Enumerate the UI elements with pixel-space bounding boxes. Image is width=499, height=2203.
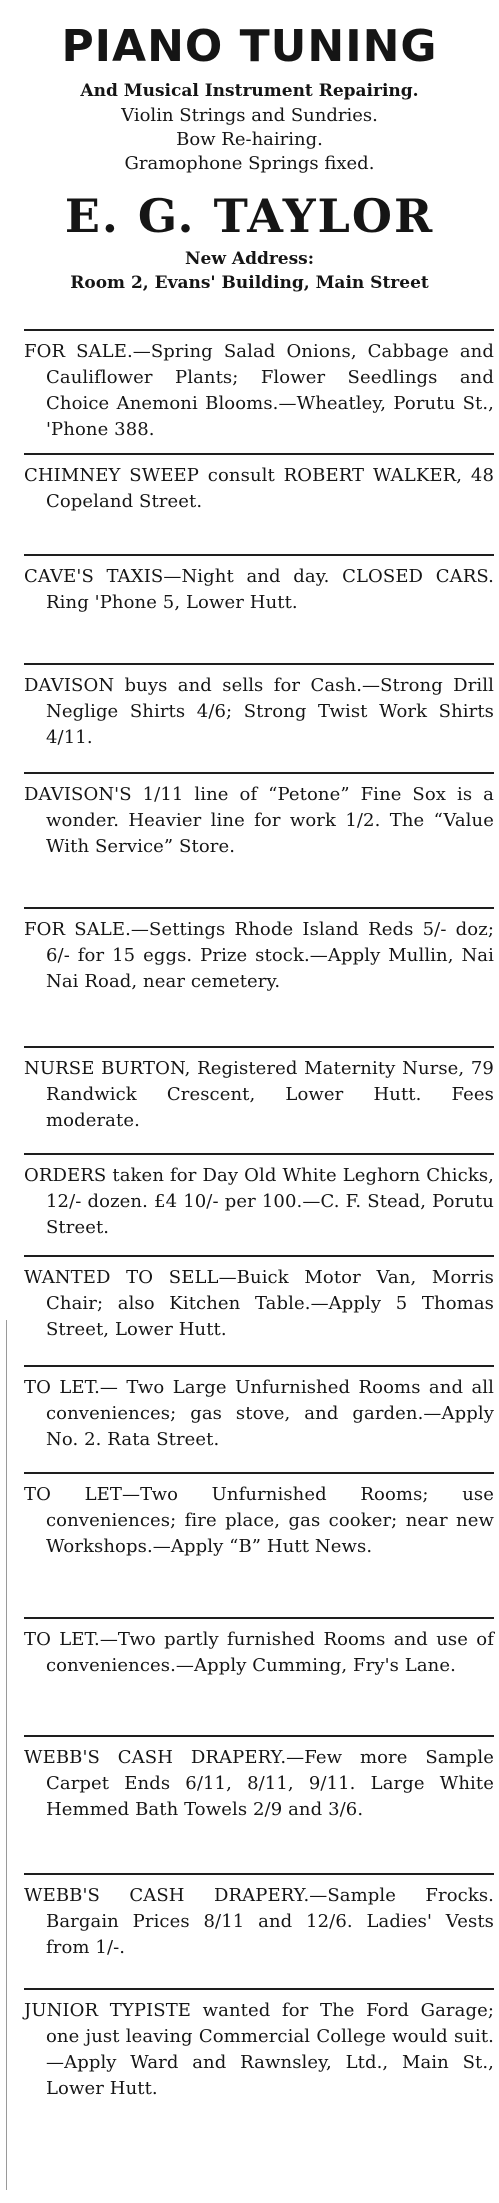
ad-text: DAVISON'S 1/11 line of “Petone” Fine Sox is a wonder. Heavier line for work 1/2. The “Value With Service” Store.: [24, 784, 494, 857]
advert-line-violin: Violin Strings and Sundries.: [121, 105, 378, 126]
ad-text: JUNIOR TYPISTE wanted for The Ford Garage; one just leaving Commercial College would suit.—Apply Ward and Rawnsley, Ltd., Main St., Lower Hutt.: [24, 2000, 494, 2099]
ad-text: WEBB'S CASH DRAPERY.—Sample Frocks. Bargain Prices 8/11 and 12/6. Ladies' Vests from 1/-.: [24, 1885, 494, 1958]
piano-tuning-advert: [0, 0, 499, 318]
classified-ad-junior-typiste: [24, 1988, 494, 2198]
classified-ad-nurse-burton: [24, 1046, 494, 1147]
ad-text: TO LET.— Two Large Unfurnished Rooms and all conveniences; gas stove, and garden.—Apply No. 2. Rata Street.: [24, 1377, 494, 1450]
ad-text: FOR SALE.—Spring Salad Onions, Cabbage and Cauliflower Plants; Flower Seedlings and Choice Anemoni Blooms.—Wheatley, Porutu St., 'Phone 388.: [24, 341, 494, 440]
ad-text: WANTED TO SELL—Buick Motor Van, Morris Chair; also Kitchen Table.—Apply 5 Thomas Street, Lower Hutt.: [24, 1267, 494, 1340]
advert-new-address-label: New Address:: [184, 249, 315, 269]
ad-text: DAVISON buys and sells for Cash.—Strong Drill Neglige Shirts 4/6; Strong Twist Work Shirts 4/11.: [24, 675, 494, 748]
classified-ad-davison-shirts: [24, 663, 494, 763]
ad-text: FOR SALE.—Settings Rhode Island Reds 5/- doz; 6/- for 15 eggs. Prize stock.—Apply Mullin, Nai Nai Road, near cemetery.: [24, 919, 494, 992]
ad-text: WEBB'S CASH DRAPERY.—Few more Sample Carpet Ends 6/11, 8/11, 9/11. Large White Hemmed Bath Towels 2/9 and 3/6.: [24, 1747, 494, 1820]
classified-ad-wheatley: [24, 329, 494, 451]
classified-ad-leghorn-chicks: [24, 1153, 494, 1249]
advert-address: Room 2, Evans' Building, Main Street: [70, 273, 429, 293]
ad-text: TO LET.—Two partly furnished Rooms and use of conveniences.—Apply Cumming, Fry's Lane.: [24, 1629, 494, 1676]
classified-ad-buick-motor-van: [24, 1255, 494, 1352]
ad-text: CHIMNEY SWEEP consult ROBERT WALKER, 48 Copeland Street.: [24, 465, 494, 512]
ad-text: ORDERS taken for Day Old White Leghorn Chicks, 12/- dozen. £4 10/- per 100.—C. F. Stead, Porutu Street.: [24, 1165, 494, 1238]
advert-line-bow: Bow Re-hairing.: [176, 129, 323, 150]
classified-ad-rhode-island-reds: [24, 907, 494, 1040]
advert-name: E. G. TAYLOR: [64, 189, 435, 243]
classified-ad-chimney-sweep: [24, 453, 494, 528]
classified-ad-webbs-frocks: [24, 1873, 494, 1980]
classified-ad-frys-lane: [24, 1617, 494, 1729]
ad-text: TO LET—Two Unfurnished Rooms; use conveniences; fire place, gas cooker; near new Workshops.—Apply “B” Hutt News.: [24, 1484, 494, 1557]
column-margin-line: [6, 1320, 7, 2190]
classified-ad-hutt-news: [24, 1472, 494, 1607]
classified-ad-davison-sox: [24, 772, 494, 897]
advert-line-gramophone: Gramophone Springs fixed.: [124, 153, 375, 174]
classified-ad-cave-taxis: [24, 554, 494, 654]
ad-text: NURSE BURTON, Registered Maternity Nurse, 79 Randwick Crescent, Lower Hutt. Fees moderate.: [24, 1058, 494, 1131]
advert-line-repairing: And Musical Instrument Repairing.: [80, 81, 419, 101]
classified-ad-webbs-carpet: [24, 1735, 494, 1860]
ad-text: CAVE'S TAXIS—Night and day. CLOSED CARS. Ring 'Phone 5, Lower Hutt.: [24, 566, 494, 613]
advert-title: PIANO TUNING: [61, 21, 438, 72]
classified-ad-rata-street: [24, 1365, 494, 1465]
